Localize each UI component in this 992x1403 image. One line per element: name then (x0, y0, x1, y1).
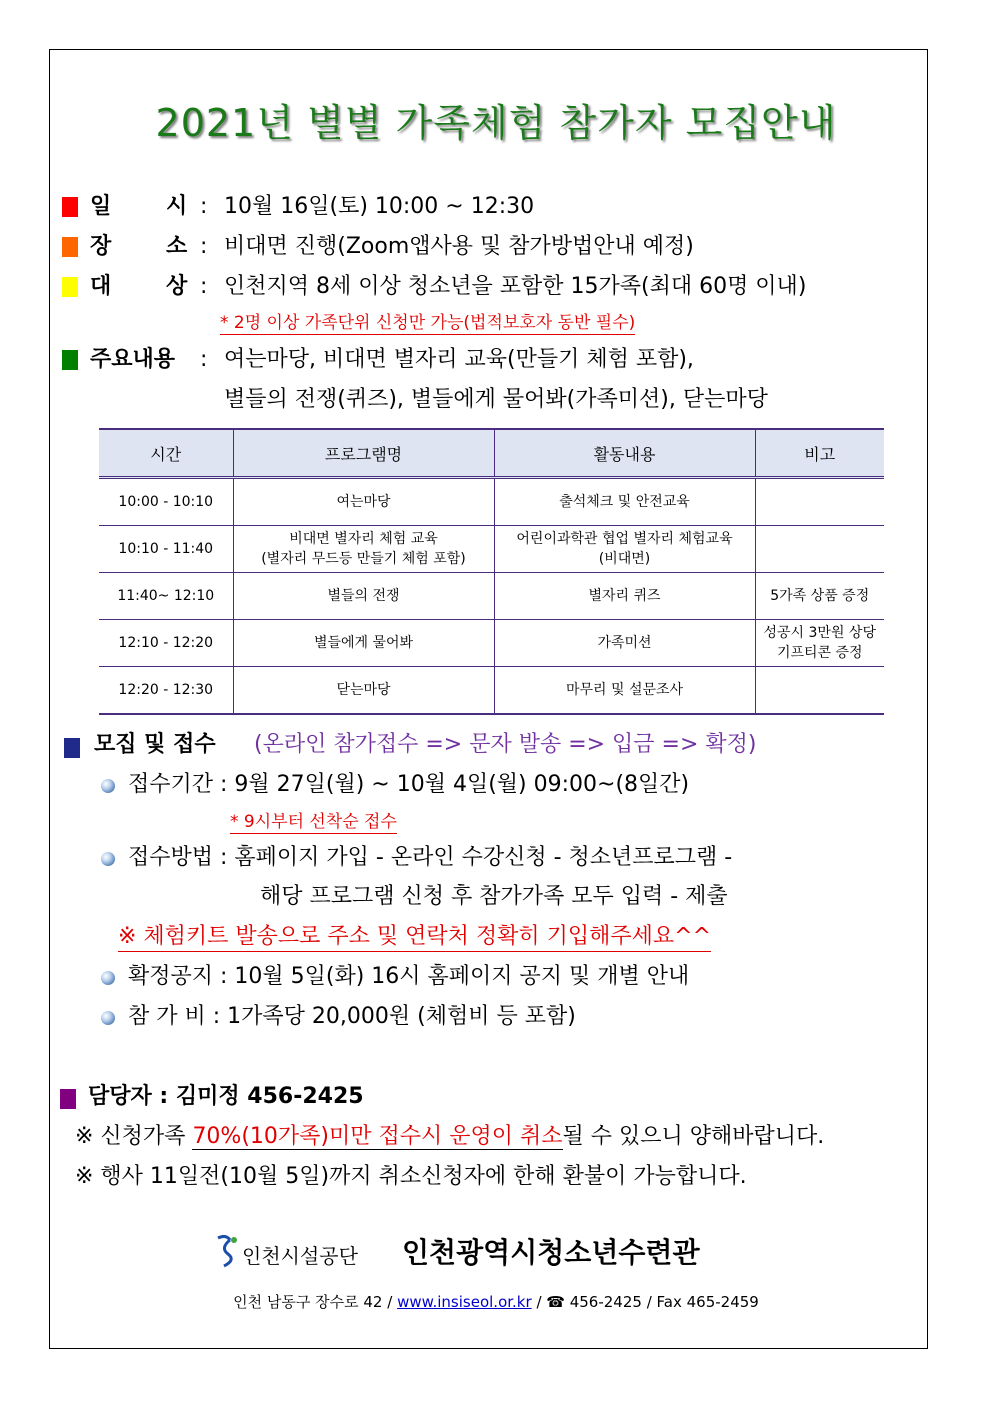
header-note: 비고 (755, 429, 884, 478)
blue-bullet-icon (101, 852, 115, 866)
program-text: 여는마당 (336, 494, 391, 510)
program-text: 닫는마당 (336, 682, 391, 698)
activity-text: 가족미션 (597, 635, 652, 651)
notice-1-highlight: 70%(10가족)미만 접수시 운영이 취소 (192, 1124, 563, 1149)
place-label: 장 (90, 234, 112, 259)
orange-square-icon (62, 237, 78, 257)
recruit-period: 접수기간 : 9월 27일(월) ~ 10월 4일(월) 09:00~(8일간) (128, 772, 690, 797)
cell-time: 12:20 - 12:30 (99, 667, 233, 715)
table-row (99, 620, 884, 667)
org-logo-text: 인천시설공단 (242, 1244, 358, 1268)
date-label-2: 시 (166, 194, 188, 219)
target-note: * 2명 이상 가족단위 신청만 가능(법적보호자 동반 필수) (220, 313, 636, 333)
place-value: 비대면 진행(Zoom앱사용 및 참가방법안내 예정) (224, 234, 694, 259)
cell-program (233, 478, 494, 526)
place-sep: : (200, 234, 208, 259)
notice-1-prefix: ※ 신청가족 (75, 1124, 193, 1149)
contact-person: 담당자 : 김미정 456-2425 (88, 1084, 364, 1109)
blue-bullet-icon (101, 971, 115, 985)
cell-time: 11:40~ 12:10 (99, 573, 233, 620)
table-row (99, 526, 884, 573)
cell-activity (494, 573, 755, 620)
activity-text-2: (비대면) (598, 551, 651, 567)
period-note: * 9시부터 선착순 접수 (230, 812, 397, 832)
header-program: 프로그램명 (233, 429, 494, 478)
table-row (99, 573, 884, 620)
content-sep: : (200, 347, 208, 372)
note-text: 성공시 3만원 상당 (763, 625, 876, 641)
cell-note (755, 526, 884, 573)
table-row (99, 478, 884, 526)
target-sep: : (200, 274, 208, 299)
cell-activity (494, 526, 755, 573)
cell-program (233, 620, 494, 667)
content-line-2: 별들의 전쟁(퀴즈), 별들에게 물어봐(가족미션), 닫는마당 (224, 387, 768, 412)
date-label: 일 (90, 194, 112, 219)
footer (0, 1291, 992, 1312)
recruit-label: 모집 및 접수 (94, 732, 216, 757)
org-name: 인천광역시청소년수련관 (402, 1236, 700, 1269)
recruit-fee: 참 가 비 : 1가족당 20,000원 (체험비 등 포함) (128, 1004, 576, 1029)
recruit-method-2: 해당 프로그램 신청 후 참가가족 모두 입력 - 제출 (260, 884, 728, 909)
recruit-confirm: 확정공지 : 10월 5일(화) 16시 홈페이지 공지 및 개별 안내 (128, 964, 690, 989)
navy-square-icon (64, 738, 80, 758)
activity-text: 마무리 및 설문조사 (565, 682, 684, 698)
page-title: 2021년 별별 가족체험 참가자 모집안내 (155, 101, 837, 145)
yellow-square-icon (62, 277, 78, 297)
cell-activity (494, 478, 755, 526)
cell-time: 10:00 - 10:10 (99, 478, 233, 526)
place-label-2: 소 (166, 234, 188, 259)
header-activity: 활동내용 (494, 429, 755, 478)
target-value: 인천지역 8세 이상 청소년을 포함한 15가족(최대 60명 이내) (224, 274, 807, 299)
program-text: 별들의 전쟁 (327, 588, 400, 604)
note-text-2: 기프티콘 증정 (776, 645, 863, 661)
kit-note: ※ 체험키트 발송으로 주소 및 연락처 정확히 기입해주세요^^ (118, 923, 711, 952)
footer-address: 인천 남동구 장수로 42 / (233, 1293, 398, 1311)
cell-program (233, 573, 494, 620)
target-label: 대 (90, 274, 112, 299)
green-square-icon (62, 350, 78, 370)
activity-text: 어린이과학관 협업 별자리 체험교육 (516, 531, 733, 547)
footer-phone: / ☎ 456-2425 / Fax 465-2459 (531, 1293, 759, 1311)
org-logo-icon (212, 1234, 242, 1270)
cell-note (755, 478, 884, 526)
program-text: 비대면 별자리 체험 교육 (289, 531, 438, 547)
cell-note (755, 620, 884, 667)
date-value: 10월 16일(토) 10:00 ~ 12:30 (224, 194, 535, 219)
recruit-flow: (온라인 참가접수 => 문자 발송 => 입금 => 확정) (254, 732, 757, 757)
purple-square-icon (60, 1089, 76, 1109)
header-time: 시간 (99, 429, 233, 478)
cell-program (233, 526, 494, 573)
blue-bullet-icon (101, 779, 115, 793)
activity-text: 출석체크 및 안전교육 (559, 494, 690, 510)
table-header-row (99, 429, 884, 478)
cell-note: 5가족 상품 증정 (755, 573, 884, 620)
cell-activity (494, 620, 755, 667)
cell-time: 12:10 - 12:20 (99, 620, 233, 667)
notice-1 (75, 1123, 824, 1151)
notice-2: ※ 행사 11일전(10월 5일)까지 취소신청자에 한해 환불이 가능합니다. (75, 1164, 747, 1189)
red-square-icon (62, 197, 78, 217)
program-text-2: (별자리 무드등 만들기 체험 포함) (261, 551, 466, 567)
schedule-table (99, 428, 884, 715)
blue-bullet-icon (101, 1011, 115, 1025)
program-text: 별들에게 물어봐 (313, 635, 414, 651)
cell-program (233, 667, 494, 715)
recruit-method-1: 접수방법 : 홈페이지 가입 - 온라인 수강신청 - 청소년프로그램 - (128, 845, 733, 870)
cell-activity (494, 667, 755, 715)
date-sep: : (200, 194, 208, 219)
activity-text: 별자리 퀴즈 (588, 588, 661, 604)
notice-1-suffix: 될 수 있으니 양해바랍니다. (562, 1124, 825, 1149)
content-label: 주요내용 (90, 347, 176, 372)
website-link[interactable]: www.insiseol.or.kr (397, 1293, 532, 1311)
content-line-1: 여는마당, 비대면 별자리 교육(만들기 체험 포함), (224, 347, 694, 372)
table-row (99, 667, 884, 715)
cell-note (755, 667, 884, 715)
target-label-2: 상 (166, 274, 188, 299)
cell-time: 10:10 - 11:40 (99, 526, 233, 573)
